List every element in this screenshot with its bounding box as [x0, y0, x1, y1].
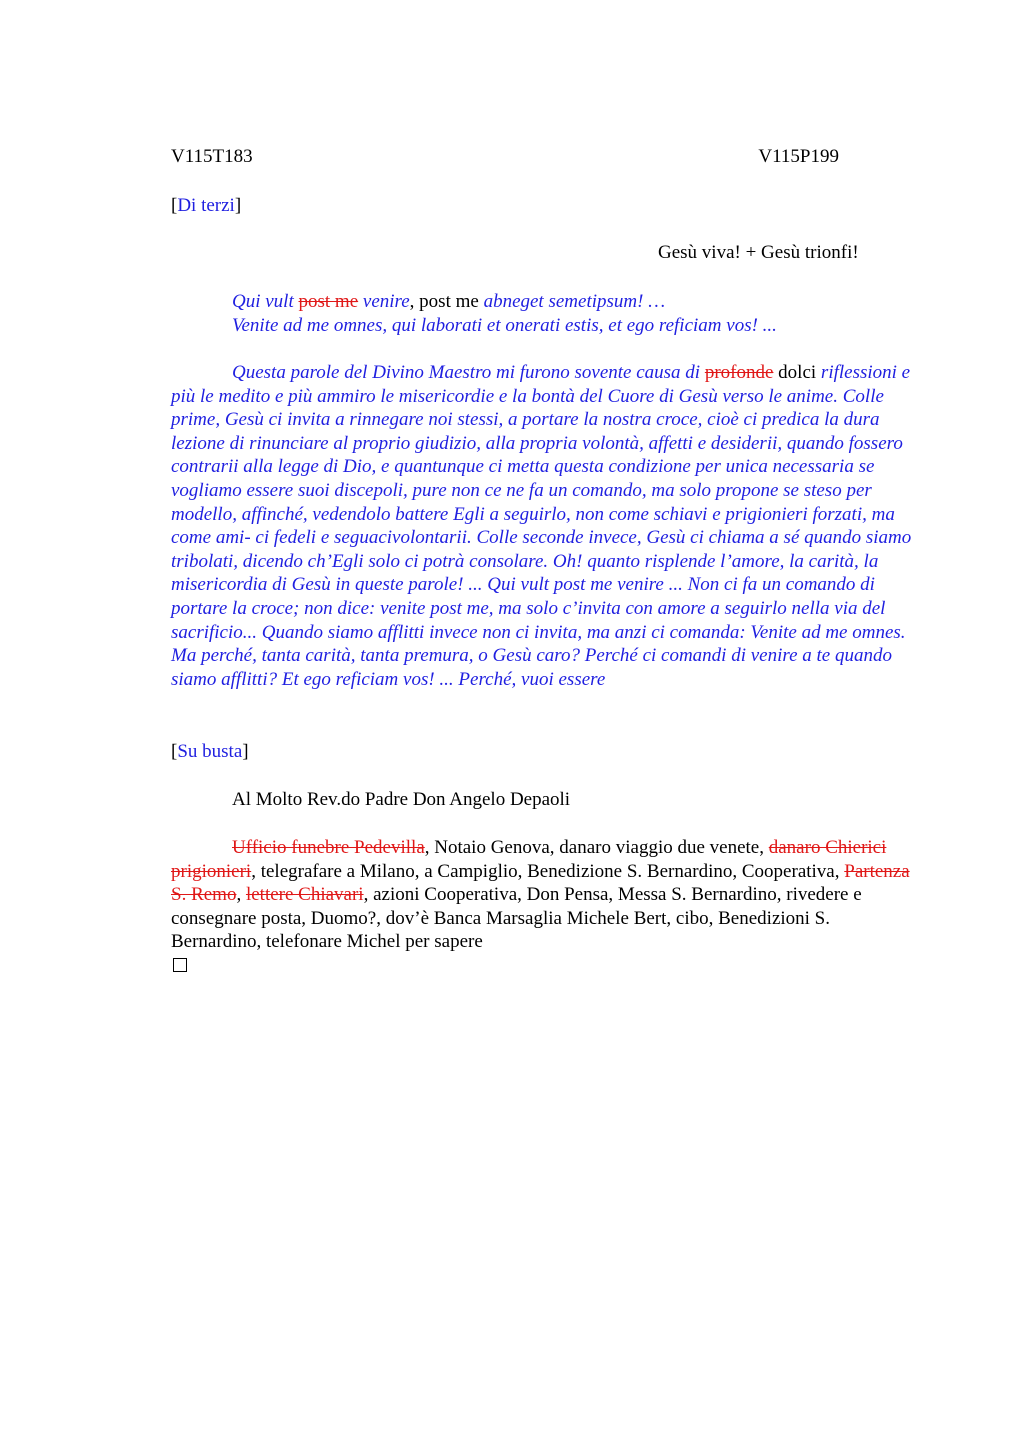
left-code: V115T183 [171, 146, 253, 167]
section-label-su-busta: [Su busta] [171, 741, 249, 762]
section-label-di-terzi: [Di terzi] [171, 195, 242, 216]
struck-text: profonde [704, 362, 774, 383]
motto-line: Gesù viva! + Gesù trionfi! [658, 242, 859, 263]
empty-box-icon [173, 958, 187, 972]
quote-line-2: Venite ad me omnes, qui laborati et onerati estis, et ego reficiam vos! ... [232, 315, 777, 336]
section-label-text: Di terzi [177, 195, 235, 216]
struck-text: danaro Chierici prigionieri [171, 837, 887, 882]
struck-text: Partenza S. Remo [171, 860, 910, 906]
section-label-text: Su busta [177, 741, 243, 762]
right-code: V115P199 [758, 146, 839, 167]
document-header [171, 146, 839, 170]
struck-text: Ufficio funebre Pedevilla [232, 837, 425, 858]
notes-paragraph: Ufficio funebre Pedevilla, Notaio Genova, danaro viaggio due venete, danaro Chierici prigionieri, telegrafare a Milano, a Campiglio, Benedizione S. Bernardino, Cooperativa, Partenza S. Remo, lettere Chiavari, azioni Cooperativa, Don Pensa, Messa S. Bernardino, rivedere e consegnare posta, Duomo?, dov’è Banca Marsaglia Michele Bert, cibo, Benedizioni S. Bernardino, telefonare Michel per sapere [171, 837, 910, 953]
struck-text: post me [298, 291, 359, 312]
quote-line-1: Qui vult post me venire, post me abneget semetipsum! … [232, 291, 666, 312]
address-line: Al Molto Rev.do Padre Don Angelo Depaoli [232, 789, 571, 810]
body-paragraph: Questa parole del Divino Maestro mi furono sovente causa di profonde dolci riflessioni e più le medito e più ammiro le misericordie e la bontà del Cuore di Gesù verso le anime. Colle prime, Gesù ci invita a rinnegare noi stessi, a portare la nostra croce, cioè ci predica la dura lezione di rinunciare al proprio giudizio, alla propria volontà, affetti e desiderii, quando fossero contrarii alla legge di Dio, e quantunque ci metta questa condizione per unica necessaria se vogliamo essere suoi discepoli, pure non ce ne fa un comando, ma solo propone se steso per modello, affinché, vedendolo battere Egli a seguirlo, non come schiavi e prigionieri forzati, ma come ami- ci fedeli e seguacivolontarii. Colle seconde invece, Gesù ci chiama a sé quando siamo tribolati, dicendo ch’Egli solo ci potrà consolare. Oh! quanto risplende l’amore, la carità, la misericordia di Gesù in queste parole! ... Qui vult post me venire ... Non ci fa un comando di portare la croce; non dice: venite post me, ma solo c’invita con amore a seguirlo nella via del sacrificio... Quando siamo afflitti invece non ci invita, ma anzi ci comanda: Venite ad me omnes. Ma perché, tanta carità, tanta premura, o Gesù caro? Perché ci comandi di venire a te quando siamo afflitti? Et ego reficiam vos! ... Perché, vuoi essere [171, 362, 912, 690]
struck-text: lettere Chiavari [245, 884, 364, 906]
